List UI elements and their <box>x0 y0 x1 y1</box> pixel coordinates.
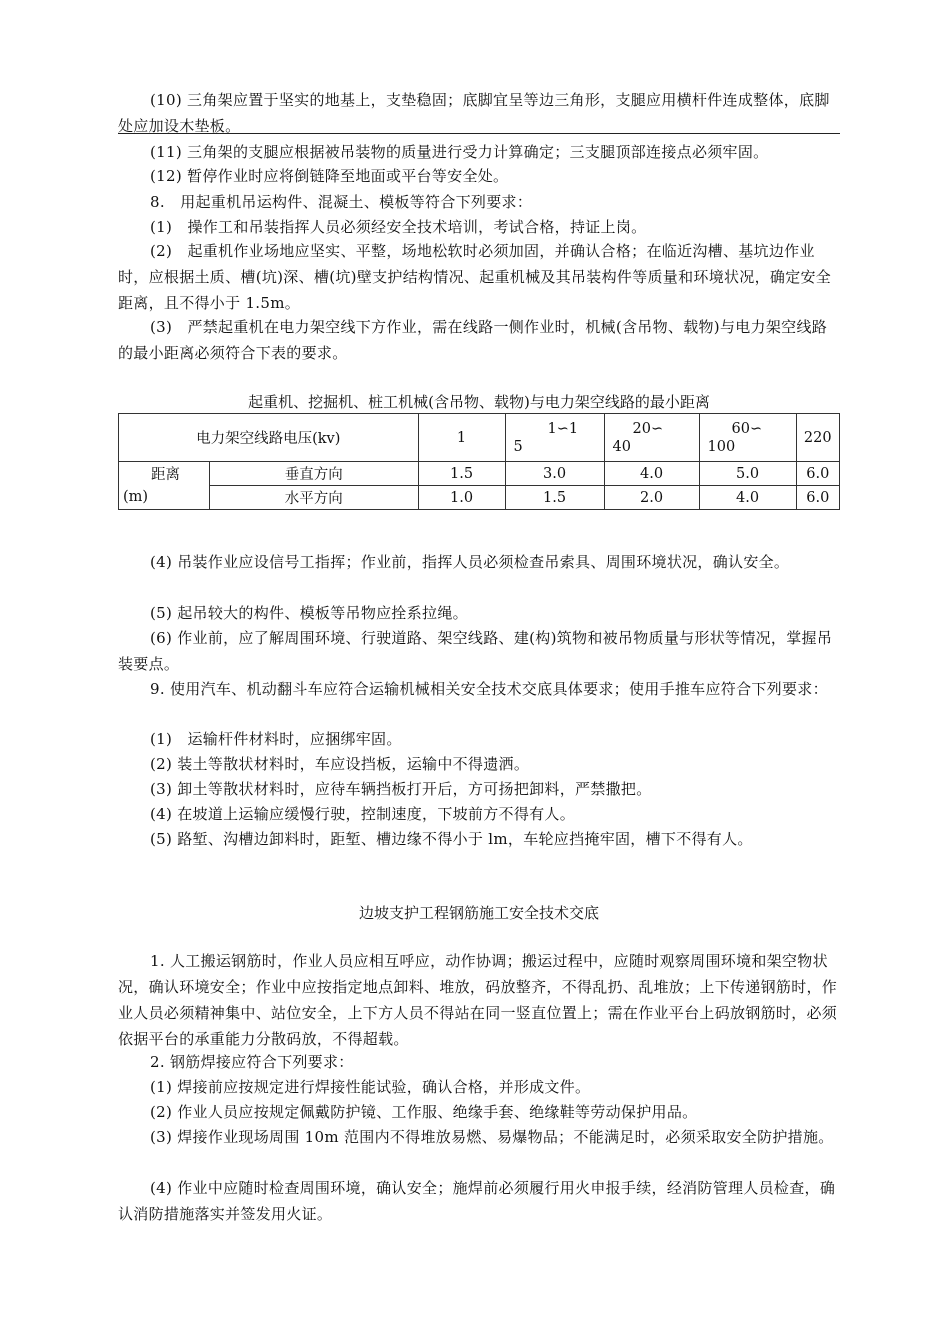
crane-rule-1: (1) 操作工和吊装指挥人员必须经安全技术培训，考试合格，持证上岗。 <box>150 218 647 236</box>
table-cell: 2.0 <box>604 486 699 510</box>
weld-rule-2: (2) 作业人员应按规定佩戴防护镜、工作服、绝缘手套、绝缘鞋等劳动保护用品。 <box>150 1103 698 1121</box>
table-cell: 1.5 <box>418 462 505 486</box>
table-cell: 4.0 <box>699 486 796 510</box>
horizontal-rule <box>118 133 840 134</box>
item-9: 9. 使用汽车、机动翻斗车应符合运输机械相关安全技术交底具体要求；使用手推车应符合下列要求： <box>150 680 828 698</box>
row-group-unit: (m) <box>123 489 149 505</box>
cart-rule-3: (3) 卸土等散状材料时，应待车辆挡板打开后，方可扬把卸料，严禁撒把。 <box>150 780 652 798</box>
voltage-value: 20∽ <box>632 420 664 437</box>
table-cell: 6.0 <box>796 486 839 510</box>
rebar-rule-2: 2. 钢筋焊接应符合下列要求： <box>150 1053 354 1071</box>
cart-rule-2: (2) 装土等散状材料时，车应设挡板，运输中不得遗洒。 <box>150 755 530 773</box>
voltage-value: 60∽ <box>731 420 763 437</box>
voltage-cell <box>604 414 699 462</box>
crane-rule-2: (2) 起重机作业场地应坚实、平整，场地松软时必须加固，并确认合格；在临近沟槽、基坑边作业时，应根据土质、槽(坑)深、槽(坑)壁支护结构情况、起重机械及其吊装构件等质量和环境状况，确定安全距离，且不得小于 1.5m。 <box>118 242 832 312</box>
voltage-value: 1 <box>456 429 467 446</box>
voltage-cell <box>699 414 796 462</box>
item-8: 8. 用起重机吊运构件、混凝土、模板等符合下列要求： <box>150 193 533 211</box>
cart-rule-1: (1) 运输杆件材料时，应捆绑牢固。 <box>150 730 402 748</box>
crane-rule-5: (5) 起吊较大的构件、模板等吊物应拴系拉绳。 <box>150 604 468 622</box>
header-voltage-label: 电力架空线路电压(kv) <box>119 414 419 462</box>
cart-rule-4: (4) 在坡道上运输应缓慢行驶，控制速度，下坡前方不得有人。 <box>150 805 576 823</box>
row-label: 垂直方向 <box>210 462 419 486</box>
crane-rule-3: (3) 严禁起重机在电力架空线下方作业，需在线路一侧作业时，机械(含吊物、载物)与电力架空线路的最小距离必须符合下表的要求。 <box>118 318 828 362</box>
crane-rule-4: (4) 吊装作业应设信号工指挥；作业前，指挥人员必须检查吊索具、周围环境状况，确认安全。 <box>150 553 790 571</box>
table-cell: 1.0 <box>418 486 505 510</box>
voltage-cell <box>796 414 839 462</box>
voltage-value: 1∽1 <box>547 420 579 437</box>
paragraph-10: (10) 三角架应置于坚实的地基上，支垫稳固；底脚宜呈等边三角形，支腿应用横杆件连成整体，底脚处应加设木垫板。 <box>118 91 830 135</box>
table-caption: 起重机、挖掘机、桩工机械(含吊物、载物)与电力架空线路的最小距离 <box>248 393 710 411</box>
voltage-cell <box>505 414 604 462</box>
rebar-rule-1: 1. 人工搬运钢筋时，作业人员应相互呼应，动作协调；搬运过程中，应随时观察周围环境和架空物状况，确认环境安全；作业中应按指定地点卸料、堆放，码放整齐，不得乱扔、乱堆放；上下传递钢筋时，作业人员必须精神集中、站位安全，上下方人员不得站在同一竖直位置上；需在作业平台上码放钢筋时，必须依据平台的承重能力分散码放，不得超载。 <box>118 952 838 1048</box>
table-cell: 6.0 <box>796 462 839 486</box>
voltage-value-cont: 100 <box>707 438 736 455</box>
crane-rule-6: (6) 作业前，应了解周围环境、行驶道路、架空线路、建(构)筑物和被吊物质量与形状等情况，掌握吊装要点。 <box>118 629 833 673</box>
table-cell: 3.0 <box>505 462 604 486</box>
table-cell: 5.0 <box>699 462 796 486</box>
paragraph-11: (11) 三角架的支腿应根据被吊装物的质量进行受力计算确定；三支腿顶部连接点必须牢固。 <box>150 143 769 161</box>
row-group-label <box>119 462 210 510</box>
row-group-text: 距离 <box>151 467 180 483</box>
min-distance-table <box>118 413 840 510</box>
weld-rule-4: (4) 作业中应随时检查周围环境，确认安全；施焊前必须履行用火申报手续，经消防管理人员检查，确认消防措施落实并签发用火证。 <box>118 1179 836 1223</box>
row-label: 水平方向 <box>210 486 419 510</box>
table-cell: 4.0 <box>604 462 699 486</box>
table-header-row <box>119 414 840 462</box>
voltage-value-cont: 40 <box>612 438 631 455</box>
weld-rule-1: (1) 焊接前应按规定进行焊接性能试验，确认合格，并形成文件。 <box>150 1078 591 1096</box>
cart-rule-5: (5) 路堑、沟槽边卸料时，距堑、槽边缘不得小于 lm，车轮应挡掩牢固，槽下不得有人。 <box>150 830 753 848</box>
table-row-vertical <box>119 462 840 486</box>
weld-rule-3: (3) 焊接作业现场周围 10m 范围内不得堆放易燃、易爆物品；不能满足时，必须采取安全防护措施。 <box>150 1128 834 1146</box>
voltage-value-cont: 5 <box>513 438 523 455</box>
table-row-horizontal <box>119 486 840 510</box>
paragraph-12: (12) 暂停作业时应将倒链降至地面或平台等安全处。 <box>150 167 509 185</box>
table-cell: 1.5 <box>505 486 604 510</box>
voltage-value: 220 <box>803 429 832 446</box>
section-title: 边坡支护工程钢筋施工安全技术交底 <box>358 904 599 922</box>
voltage-cell <box>418 414 505 462</box>
